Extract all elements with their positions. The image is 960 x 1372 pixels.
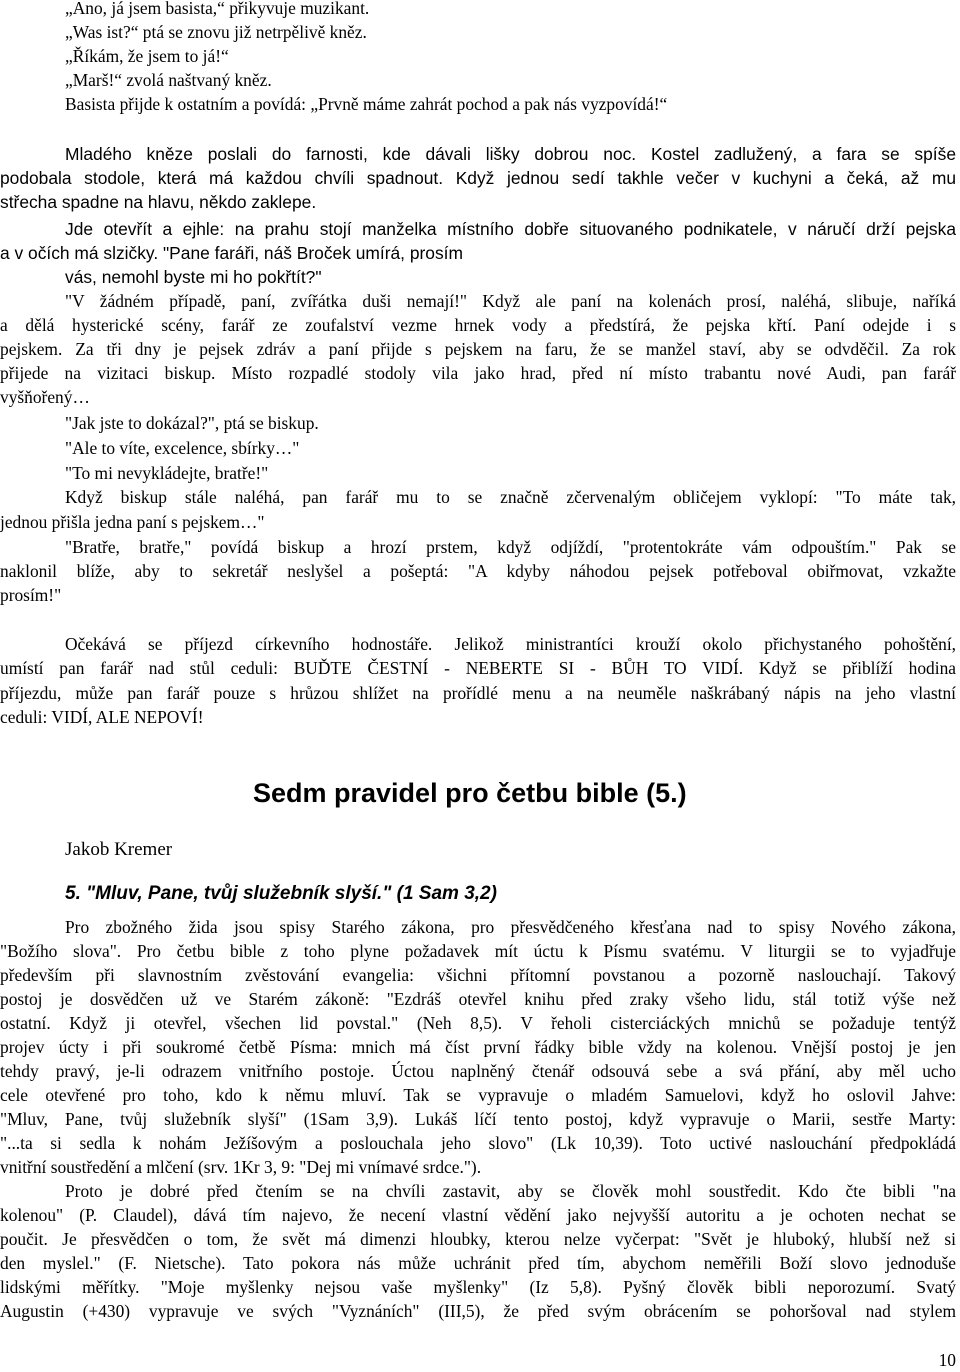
text-line: podobala stodole, která má každou chvíli spadnout. Když jednou sedí takhle večer v kuchyni a čeká, až mu bbox=[0, 168, 956, 188]
text-line: přijede na vizitaci biskup. Místo rozpadlé stodoly vila jako hrad, před ní místo trabantu nové Audi, pan farář bbox=[0, 363, 956, 383]
text-line: umístí pan farář nad stůl ceduli: BUĎTE ČESTNÍ - NEBERTE SI - BŮH TO VIDÍ. Když se přiblíží hodina bbox=[0, 658, 956, 678]
text-line: pejskem. Za tři dny je pejsek zdráv a paní přijde s pejskem na faru, že se manžel staví, aby se odvděčil. Za rok bbox=[0, 339, 956, 359]
text-line: kolenou" (P. Claudel), dává tím najevo, že necení vlastní vědění jako nejvyšší autoritu a je ochoten nechat se bbox=[0, 1205, 956, 1225]
text-line: "Mluv, Pane, tvůj služebník slyší" (1Sam 3,9). Lukáš líčí tento postoj, když vypravuje o Marii, sestře Marty: bbox=[0, 1109, 956, 1129]
text-line: Augustin (+430) vypravuje ve svých "Vyznáních" (III,5), že před svým obrácením se pohoršoval nad stylem bbox=[0, 1301, 956, 1321]
text-line: vnitřní soustředění a mlčení (srv. 1Kr 3, 9: "Dej mi vnímavé srdce."). bbox=[0, 1157, 482, 1177]
text-line: vás, nemohl byste mi ho pokřtít?" bbox=[65, 267, 322, 287]
text-line: ostatní. Když ji otevřel, všechen lid povstal." (Neh 8,5). V řeholi cisterciáckých mnichů se požaduje tentýž bbox=[0, 1013, 956, 1033]
text-line: poučit. Je přesvědčen o tom, že svět má dimenzi hloubky, kterou nelze vyčerpat: "Svět je hluboký, hlubší než si bbox=[0, 1229, 956, 1249]
text-line: především při slavnostním zvěstování evangelia: všichni přítomní povstanou a pozorně naslouchají. Takový bbox=[0, 965, 956, 985]
text-line: cele otevřené pro toho, kdo k němu mluví. Tak se vypravuje o mladém Samuelovi, když ho oslovil Jahve: bbox=[0, 1085, 956, 1105]
text-line: a dělá hysterické scény, farář ze zoufalství vezme hrnek vody a předstírá, že pejska křtí. Paní odejde i s bbox=[0, 315, 956, 335]
text-line: jednou přišla jedna paní s pejskem…" bbox=[0, 512, 265, 532]
text-line: „Říkám, že jsem to já!“ bbox=[65, 46, 229, 66]
text-line: "V žádném případě, paní, zvířátka duši nemají!" Když ale paní na kolenách prosí, naléhá, slibuje, naříká bbox=[65, 291, 956, 311]
text-line: tehdy pravý, je-li odrazem vnitřního postoje. Úctou naplněný čtenář odsouvá sebe a svá přání, aby měl ucho bbox=[0, 1061, 956, 1081]
text-line: a v očích má slzičky. "Pane faráři, náš Broček umírá, prosím bbox=[0, 243, 463, 263]
text-line: Mladého kněze poslali do farnosti, kde dávali lišky dobrou noc. Kostel zadlužený, a fara se spíše bbox=[65, 144, 956, 164]
text-line: Pro zbožného žida jsou spisy Starého zákona, pro přesvědčeného křesťana nad to spisy Nového zákona, bbox=[65, 917, 956, 937]
text-line: postoj je dosvědčen už ve Starém zákoně: "Ezdráš otevřel knihu před zraky všeho lidu, stál totiž výše než bbox=[0, 989, 956, 1009]
text-line: Jde otevřít a ejhle: na prahu stojí manželka místního dobře situovaného podnikatele, v náručí drží pejska bbox=[65, 219, 956, 239]
text-line: lidskými měřítky. "Moje myšlenky nejsou vaše myšlenky" (Iz 5,8). Pyšný člověk bibli neporozumí. Svatý bbox=[0, 1277, 956, 1297]
text-line: "To mi nevykládejte, bratře!" bbox=[65, 463, 269, 483]
text-line: projev úcty i při soukromé četbě Písma: mnich má číst první řádky bible vždy na kolenou. Vnější postoj je jen bbox=[0, 1037, 956, 1057]
page-number: 10 bbox=[938, 1350, 956, 1370]
text-line: "Božího slova". Pro četbu bible z toho plyne požadavek mít úctu k Písmu svatému. V liturgii se to vyjadřuje bbox=[0, 941, 956, 961]
text-line: "Jak jste to dokázal?", ptá se biskup. bbox=[65, 413, 319, 433]
text-line: „Ano, já jsem basista,“ přikyvuje muzikant. bbox=[65, 0, 370, 18]
text-line: den myslel." (F. Nietsche). Tato pokora nás může uchránit před tím, abychom neměřili Boží slovo jednoduše bbox=[0, 1253, 956, 1273]
text-line: „Marš!“ zvolá naštvaný kněz. bbox=[65, 70, 272, 90]
text-line: "Ale to víte, excelence, sbírky…" bbox=[65, 438, 300, 458]
text-line: Proto je dobré před čtením se na chvíli zastavit, aby se člověk mohl soustředit. Kdo čte bibli "na bbox=[65, 1181, 956, 1201]
text-line: "Bratře, bratře," povídá biskup a hrozí prstem, když odjíždí, "protentokráte vám odpouštím." Pak se bbox=[65, 537, 956, 557]
section-subheading: 5. "Mluv, Pane, tvůj služebník slyší." (1 Sam 3,2) bbox=[65, 883, 497, 904]
text-line: prosím!" bbox=[0, 585, 62, 605]
article-author: Jakob Kremer bbox=[65, 839, 173, 860]
text-line: střecha spadne na hlavu, někdo zaklepe. bbox=[0, 192, 317, 212]
text-line: příjezdu, může pan farář pouze s hrůzou shlížet na prořídlé menu a na neuměle naškrábaný nápis na jeho vlastní bbox=[0, 683, 956, 703]
text-line: „Was ist?“ ptá se znovu již netrpělivě kněz. bbox=[65, 22, 367, 42]
text-line: Očekává se příjezd církevního hodnostáře. Jelikož ministrantíci krouží okolo přichystaného pohoštění, bbox=[65, 634, 956, 654]
text-line: Basista přijde k ostatním a povídá: „Prvně máme zahrát pochod a pak nás vyzpovídá!“ bbox=[65, 94, 668, 114]
text-line: ceduli: VIDÍ, ALE NEPOVÍ! bbox=[0, 707, 204, 727]
text-line: "...ta si sedla k nohám Ježíšovým a poslouchala jeho slovo" (Lk 10,39). Toto uctivé naslouchání předpokládá bbox=[0, 1133, 956, 1153]
text-line: vyšňořený… bbox=[0, 387, 90, 407]
text-line: naklonil blíže, aby to sekretář neslyšel a pošeptá: "A kdyby náhodou pejsek potřeboval obiřmovat, vzkažte bbox=[0, 561, 956, 581]
article-heading: Sedm pravidel pro četbu bible (5.) bbox=[253, 778, 687, 808]
text-line: Když biskup stále naléhá, pan farář mu to se značně zčervenalým obličejem vyklopí: "To máte tak, bbox=[65, 487, 956, 507]
